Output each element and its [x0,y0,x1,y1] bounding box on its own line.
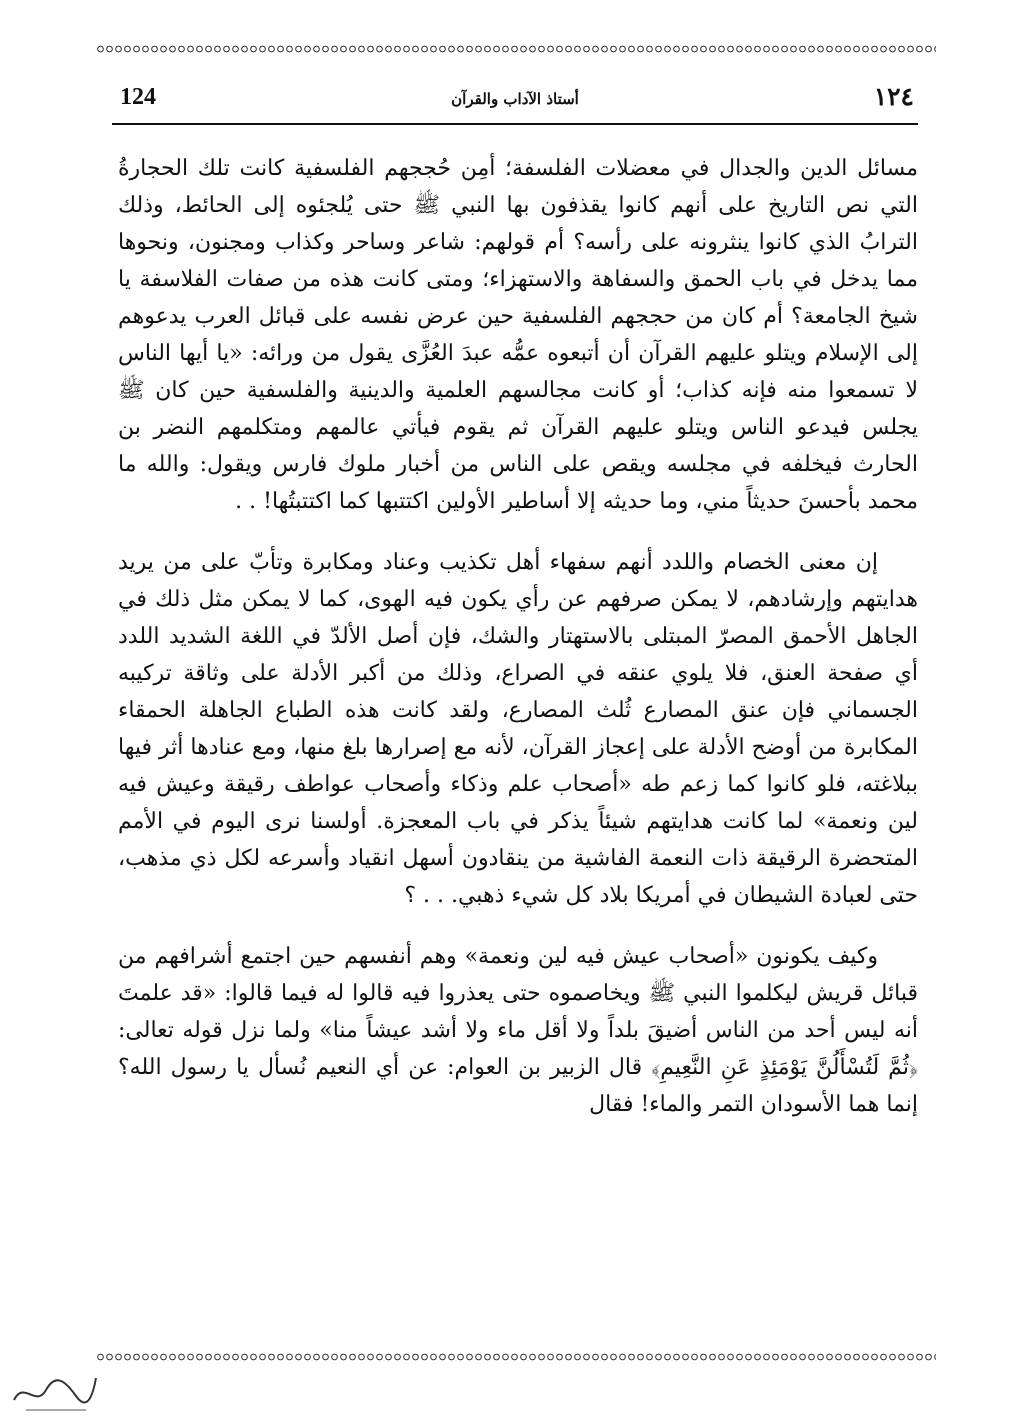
page-number-arabic: ١٢٤ [873,82,914,111]
running-title: أستاذ الآداب والقرآن [451,90,579,108]
paragraph-3: وكيف يكونون «أصحاب عيش فيه لين ونعمة» وهم أنفسهم حين اجتمع أشرافهم من قبائل قريش ليكلموا النبي ﷺ ويخاصموه حتى يعذروا فيه قالوا له فيما قالوا: «قد علمتَ أنه ليس أحد من الناس أضيقَ بلداً ولا أقل ماء ولا أشد عيشاً منا» ولما نزل قوله تعالى: ﴿ثُمَّ لَتُسْأَلُنَّ يَوْمَئِذٍ عَنِ النَّعِيمِ﴾ قال الزبير بن العوام: عن أي النعيم نُسأل يا رسول الله؟ إنما هما الأسودان التمر والماء! فقال [118,944,918,1117]
signature-watermark-icon [6,1360,100,1420]
top-ornament-border [96,44,936,54]
body-text [118,150,918,1147]
page-number-latin: 124 [120,84,156,110]
header-rule [112,123,918,125]
bottom-ornament-border [96,1352,936,1362]
paragraph-2: إن معنى الخصام واللدد أنهم سفهاء أهل تكذيب وعناد ومكابرة وتأبّ على من يريد هدايتهم وإرشادهم، لا يمكن صرفهم عن رأي يكون فيه الهوى، كما لا يمكن مثل ذلك في الجاهل الأحمق المصرّ المبتلى بالاستهتار والشك، فإن أصل الألدّ في اللغة الشديد اللدد أي صفحة العنق، فلا يلوي عنقه في الصراع، وذلك من أكبر الأدلة على وثاقة تركيبه الجسماني فإن عنق المصارع ثُلث المصارع، ولقد كانت هذه الطباع الجاهلة الحمقاء المكابرة من أوضح الأدلة على إعجاز القرآن، لأنه مع إصرارها بلغ منها، ومع عنادها أثر فيها ببلاغته، فلو كانوا كما زعم طه «أصحاب علم وذكاء وأصحاب عواطف رقيقة وعيش فيه لين ونعمة» لما كانت هدايتهم شيئاً يذكر في باب المعجزة. أولسنا نرى اليوم في الأمم المتحضرة الرقيقة ذات النعمة الفاشية من ينقادون أسهل انقياد وأسرعه لكل ذي مذهب، حتى لعبادة الشيطان في أمريكا بلاد كل شيء ذهبي. . . ؟ [118,550,919,908]
page-header [112,82,918,122]
paragraph-1: مسائل الدين والجدال في معضلات الفلسفة؛ أمِن حُججهم الفلسفية كانت تلك الحجارةُ التي نص التاريخ على أنهم كانوا يقذفون بها النبي ﷺ حتى يُلجئوه إلى الحائط، وذلك الترابُ الذي كانوا ينثرونه على رأسه؟ أم قولهم: شاعر وساحر وكذاب ومجنون، ونحوها مما يدخل في باب الحمق والسفاهة والاستهزاء؛ ومتى كانت هذه من صفات الفلاسفة يا شيخ الجامعة؟ أم كان من حججهم الفلسفية حين عرض نفسه على قبائل العرب يدعوهم إلى الإسلام ويتلو عليهم القرآن أن أتبعوه عمُّه عبدَ العُزَّى يقول من ورائه: «يا أيها الناس لا تسمعوا منه فإنه كذاب؛ أو كانت مجالسهم العلمية والدينية والفلسفية حين كان ﷺ يجلس فيدعو الناس ويتلو عليهم القرآن ثم يقوم فيأتي عالمهم ومتكلمهم النضر بن الحارث فيخلفه في مجلسه ويقص على الناس من أخبار ملوك فارس ويقول: والله ما محمد بأحسنَ حديثاً مني، وما حديثه إلا أساطير الأولين اكتتبها كما اكتتبتُها! . . [118,156,918,514]
